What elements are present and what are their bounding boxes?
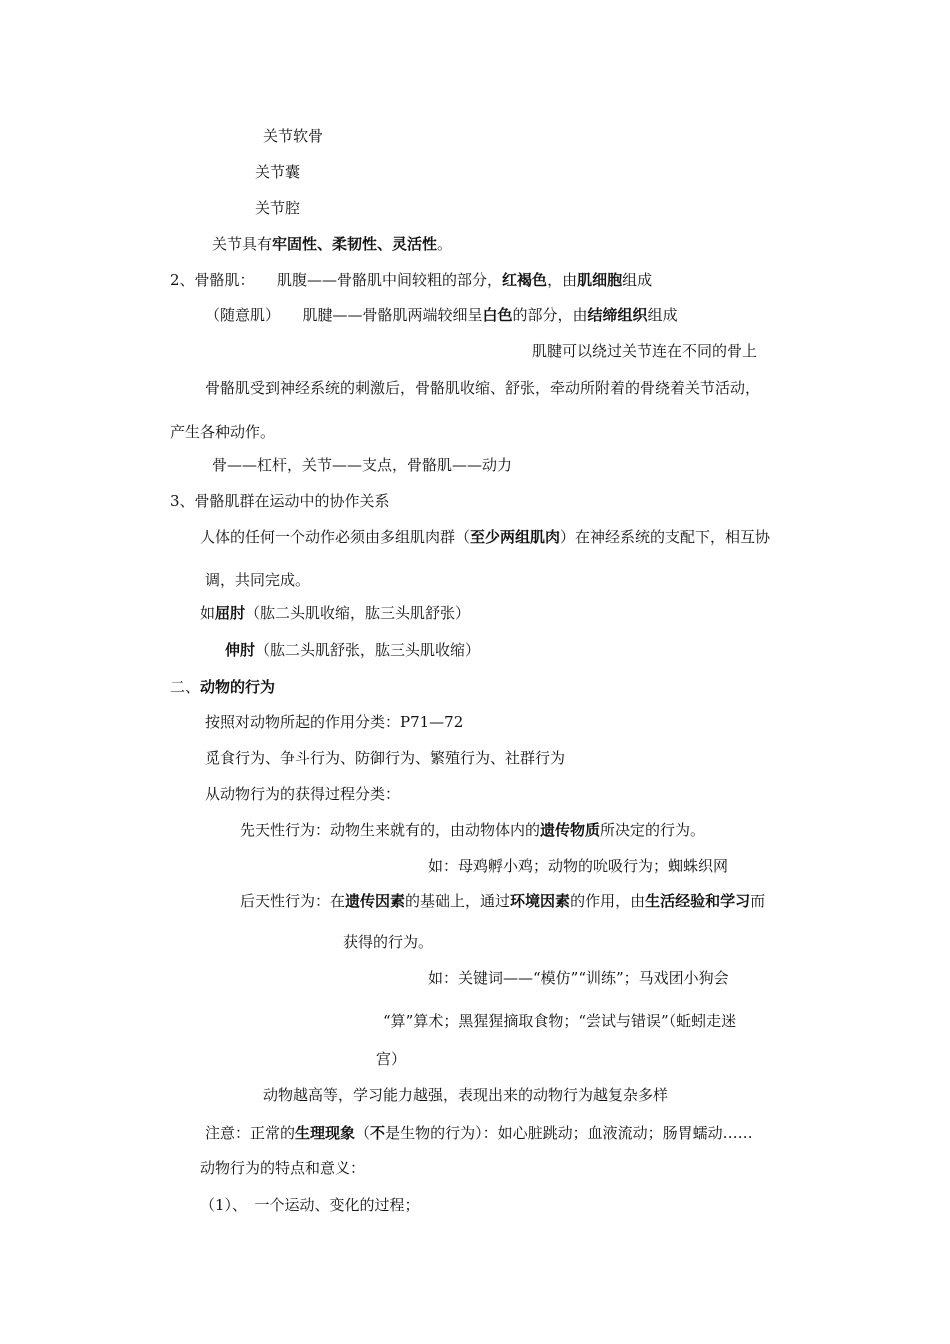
text-line [532,341,757,361]
text-run: ，由 [547,271,578,289]
bold-term: 牢固性、柔韧性、灵活性 [272,235,438,253]
text-run: （随意肌） 肌腱——骨骼肌两端较细呈 [205,306,483,324]
text-line [205,570,310,590]
text-run: 注意：正常的 [205,1124,296,1142]
bold-term: 屈肘 [215,604,246,622]
text-line [200,1158,365,1178]
text-line [225,640,480,660]
text-line [170,270,652,290]
bold-term: 红褐色 [502,271,548,289]
text-line [255,162,300,182]
text-run: （ [355,1124,371,1142]
text-run: 觅食行为、争斗行为、防御行为、繁殖行为、社群行为 [205,749,566,767]
text-run: 组成 [622,271,653,289]
text-run: 人体的任何一个动作必须由多组肌肉群（ [200,528,471,546]
text-line [200,603,470,623]
text-line [212,455,512,475]
bold-term: 生理现象 [295,1124,356,1142]
text-run: 后天性行为：在 [240,892,346,910]
bold-term: 白色 [482,306,513,324]
text-line [428,968,729,988]
text-run: 如：关键词——“模仿”“训练”；马戏团小狗会 [428,969,729,987]
text-line [205,378,760,398]
text-line [263,126,323,146]
bold-term: 动物的行为 [200,678,276,696]
text-run: 所决定的行为。 [600,821,706,839]
text-run: 关节囊 [255,163,301,181]
text-line [170,677,275,697]
text-run: 宫） [376,1050,407,1068]
text-run: 组成 [647,306,678,324]
text-run: 关节腔 [255,199,301,217]
text-run: 动物越高等，学习能力越强，表现出来的动物行为越复杂多样 [263,1086,669,1104]
text-line [200,527,770,547]
text-run: 肌腱可以绕过关节连在不同的骨上 [532,342,758,360]
text-run: 2、骨骼肌： 肌腹——骨骼肌中间较粗的部分， [170,271,503,289]
bold-term: 遗传因素 [345,892,406,910]
text-line [205,305,678,325]
text-run: 骨骼肌受到神经系统的刺激后，骨骼肌收缩、舒张，牵动所附着的骨绕着关节活动， [205,379,761,397]
text-run: 获得的行为。 [343,933,434,951]
text-line [240,820,705,840]
text-line [205,748,565,768]
text-run: 二、 [170,678,201,696]
text-line [205,712,463,732]
bold-term: 肌细胞 [577,271,623,289]
text-run: 按照对动物所起的作用分类：P71—72 [205,713,464,731]
text-run: 是生物的行为）：如心脏跳动；血液流动；肠胃蠕动…… [385,1124,753,1142]
text-line [240,891,765,911]
text-line [383,1011,736,1031]
text-run: 3、骨骼肌群在运动中的协作关系 [170,492,390,510]
text-run: 产生各种动作。 [170,423,276,441]
text-run: 骨——杠杆，关节——支点，骨骼肌——动力 [212,456,513,474]
text-run: 如：母鸡孵小鸡；动物的吮吸行为；蜘蛛织网 [428,857,729,875]
text-run: “算”算术；黑猩猩摘取食物；“尝试与错误”（蚯蚓走迷 [383,1012,737,1030]
bold-term: 环境因素 [510,892,571,910]
text-line [212,234,452,254]
text-run: 如 [200,604,216,622]
text-run: 动物行为的特点和意义： [200,1159,366,1177]
bold-term: 结缔组织 [587,306,648,324]
text-line [170,422,275,442]
text-run: 的部分，由 [512,306,588,324]
text-run: 先天性行为：动物生来就有的，由动物体内的 [240,821,541,839]
bold-term: 至少两组肌肉 [470,528,561,546]
text-run: 的作用，由 [570,892,646,910]
text-line [255,198,300,218]
text-line [170,491,390,511]
bold-term: 不 [370,1124,386,1142]
bold-term: 伸肘 [225,641,256,659]
text-line [376,1049,406,1069]
text-run: 关节具有 [212,235,273,253]
text-line [343,932,433,952]
text-run: ）在神经系统的支配下，相互协 [560,528,771,546]
text-line [205,784,400,804]
text-run: 关节软骨 [263,127,324,145]
text-line [428,856,728,876]
text-line [205,1123,753,1143]
text-run: 从动物行为的获得过程分类： [205,785,401,803]
bold-term: 生活经验和学习 [645,892,751,910]
text-run: （肱二头肌收缩，肱三头肌舒张） [245,604,471,622]
text-run: （1）、 一个运动、变化的过程； [200,1196,420,1214]
text-line [200,1195,420,1215]
text-run: 调，共同完成。 [205,571,311,589]
text-run: （肱二头肌舒张，肱三头肌收缩） [255,641,481,659]
text-line [263,1085,668,1105]
text-run: 。 [437,235,453,253]
text-run: 而 [750,892,766,910]
text-run: 的基础上，通过 [405,892,511,910]
bold-term: 遗传物质 [540,821,601,839]
